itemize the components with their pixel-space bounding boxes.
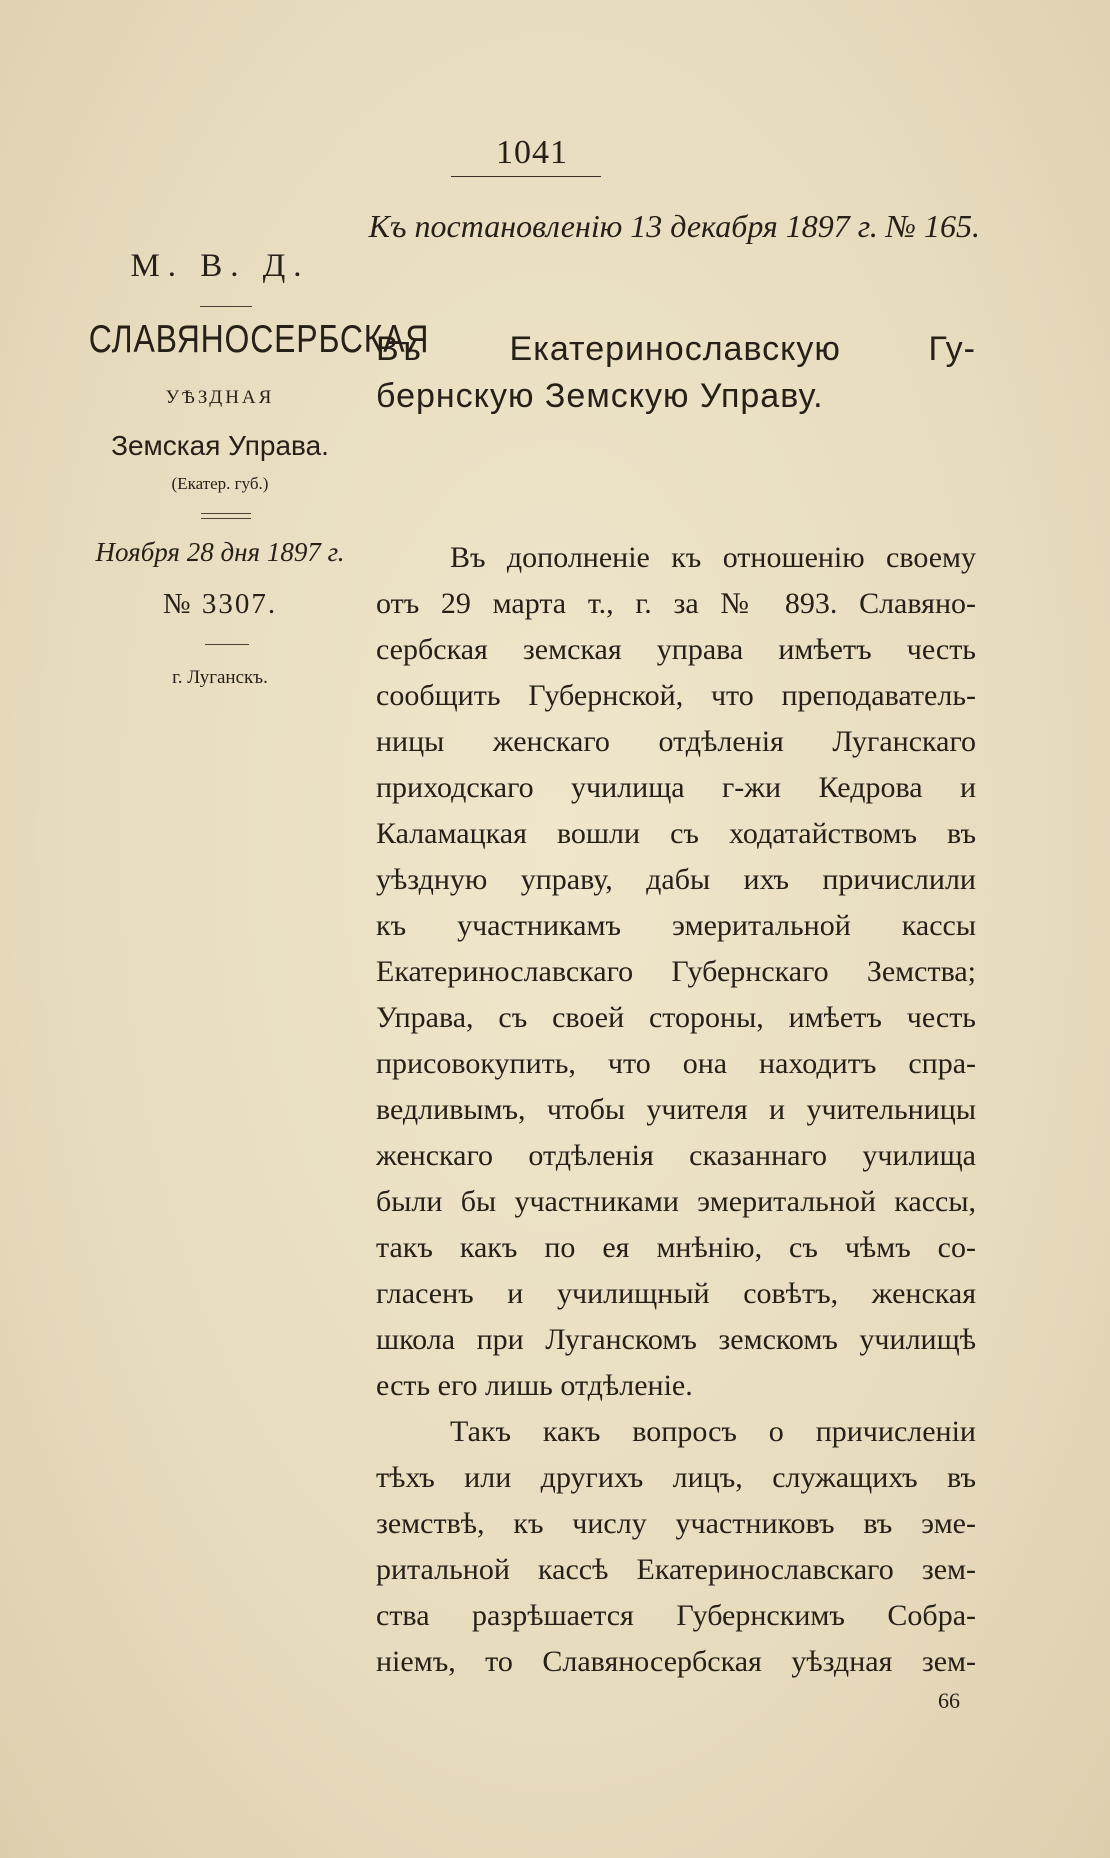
body-line: ства разрѣшается Губернскимъ Собра-	[376, 1599, 976, 1632]
body-line: уѣздную управу, дабы ихъ причислили	[376, 863, 976, 896]
body-line: приходскаго училища г-жи Кедрова и	[376, 771, 976, 804]
body-line: были бы участниками эмеритальной кассы,	[376, 1185, 976, 1218]
body-line: такъ какъ по ея мнѣнію, съ чѣмъ со-	[376, 1231, 976, 1264]
letter-date: Ноября 28 дня 1897 г.	[95, 537, 345, 567]
ministry-abbreviation: М. В. Д.	[130, 248, 310, 284]
sender-region: (Екатер. губ.)	[171, 474, 269, 493]
body-line: Екатеринославскаго Губернскаго Земства;	[376, 955, 976, 988]
letter-body	[376, 535, 976, 1685]
body-line: ницы женскаго отдѣленія Луганскаго	[376, 725, 976, 758]
sheet-signature-mark: 66	[938, 1688, 960, 1713]
addressee-line: бернскую Земскую Управу.	[376, 377, 824, 415]
sender-organization-body: Земская Управа.	[111, 430, 329, 461]
body-line: сербская земская управа имѣетъ честь	[376, 633, 976, 666]
body-line: присовокупить, что она находитъ спра-	[376, 1047, 976, 1080]
body-line: Каламацкая вошли съ ходатайствомъ въ	[376, 817, 976, 850]
body-line: ніемъ, то Славяносербская уѣздная зем-	[376, 1645, 976, 1678]
body-line: земствѣ, къ числу участниковъ въ эме-	[376, 1507, 976, 1540]
page-number-rule	[451, 176, 601, 177]
body-line: сообщить Губернской, что преподаватель-	[376, 679, 976, 712]
body-line: есть его лишь отдѣленіе.	[376, 1369, 693, 1402]
sender-organization-type: УѢЗДНАЯ	[165, 387, 275, 408]
sender-city: г. Луганскъ.	[172, 667, 268, 688]
sender-organization-name: СЛАВЯНОСЕРБСКАЯ	[88, 318, 430, 361]
double-divider-rule	[201, 513, 251, 519]
body-line: женскаго отдѣленія сказаннаго училища	[376, 1139, 976, 1172]
addressee-block	[376, 326, 976, 420]
body-line: гласенъ и училищный совѣтъ, женская	[376, 1277, 976, 1310]
body-line: къ участникамъ эмеритальной кассы	[376, 909, 976, 942]
body-line: отъ 29 марта т., г. за № 893. Славяно-	[376, 587, 976, 620]
body-line: Въ дополненіе къ отношенію своему	[450, 541, 976, 574]
page-number: 1041	[496, 134, 568, 171]
divider-rule	[200, 306, 252, 307]
letter-number: № 3307.	[162, 588, 278, 620]
body-line: ведливымъ, чтобы учителя и учительницы	[376, 1093, 976, 1126]
body-line: тѣхъ или другихъ лицъ, служащихъ въ	[376, 1461, 976, 1494]
body-line: ритальной кассѣ Екатеринославскаго зем-	[376, 1553, 976, 1586]
divider-rule	[205, 644, 249, 645]
resolution-reference: Къ постановленію 13 декабря 1897 г. № 165.	[368, 208, 980, 244]
body-line: Такъ какъ вопросъ о причисленіи	[450, 1415, 976, 1448]
body-line: Управа, съ своей стороны, имѣетъ честь	[376, 1001, 976, 1034]
addressee-line: Въ Екатеринославскую Гу-	[376, 330, 976, 368]
body-line: школа при Луганскомъ земскомъ училищѣ	[376, 1323, 976, 1356]
